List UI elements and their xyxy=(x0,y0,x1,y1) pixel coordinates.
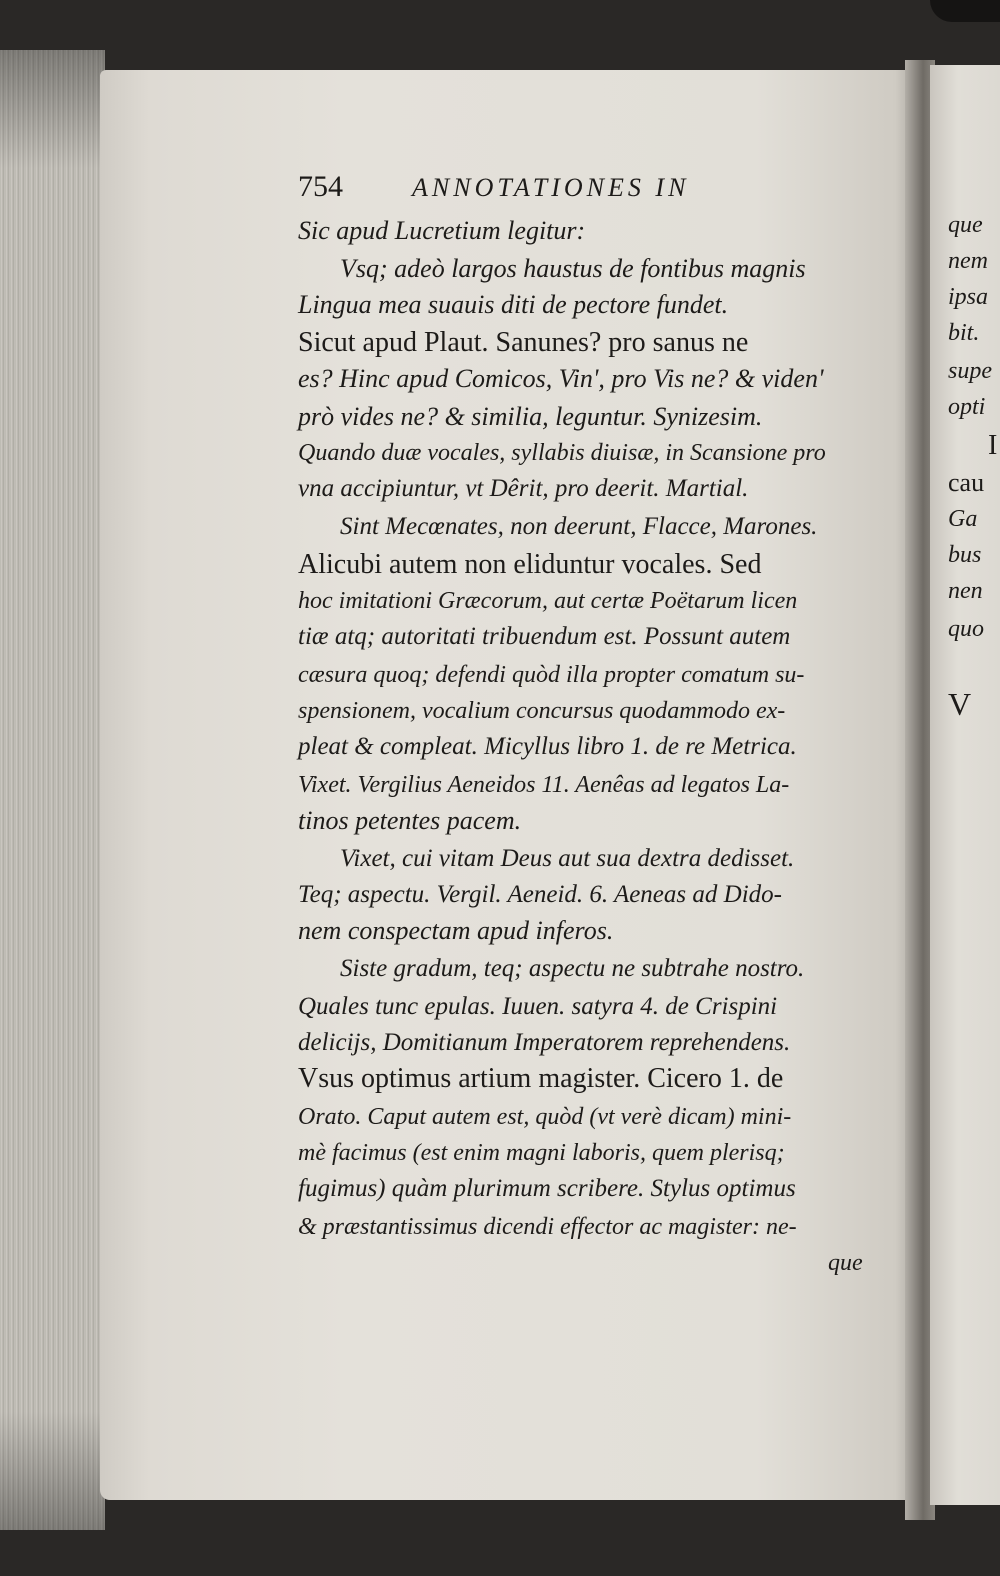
right-page xyxy=(930,65,1000,1505)
text-line: delicijs, Domitianum Imperatorem reprehendens. xyxy=(298,1029,791,1056)
text-line: Vsus optimus artium magister. Cicero 1. de xyxy=(298,1063,784,1094)
text-line: Quales tunc epulas. Iuuen. satyra 4. de Crispini xyxy=(298,993,778,1020)
fragment: Ga xyxy=(948,506,978,532)
text-line: nem conspectam apud inferos. xyxy=(298,916,614,945)
page-header xyxy=(298,170,689,205)
fragment: opti xyxy=(948,394,986,420)
page-edges xyxy=(0,50,105,1530)
text-line: & præstantissimus dicendi effector ac magister: ne- xyxy=(298,1214,797,1240)
fragment: nen xyxy=(948,578,983,604)
text-line: Vsq; adeò largos haustus de fontibus magnis xyxy=(340,254,806,283)
fragment: V xyxy=(948,686,972,722)
fragment: I xyxy=(988,430,998,461)
running-head: ANNOTATIONES IN xyxy=(412,173,690,202)
text-line: pleat & compleat. Micyllus libro 1. de re Metrica. xyxy=(298,733,797,760)
text-line: prò vides ne? & similia, leguntur. Synizesim. xyxy=(298,402,763,431)
text-line: Teq; aspectu. Vergil. Aeneid. 6. Aeneas ad Dido- xyxy=(298,881,782,908)
fragment: ipsa xyxy=(948,284,989,310)
text-line: cæsura quoq; defendi quòd illa propter comatum su- xyxy=(298,662,805,688)
text-line: Lingua mea suauis diti de pectore fundet. xyxy=(298,290,729,319)
text-line: Siste gradum, teq; aspectu ne subtrahe nostro. xyxy=(340,955,805,982)
text-line: Vixet. Vergilius Aeneidos 11. Aenêas ad legatos La- xyxy=(298,772,790,798)
text-line: es? Hinc apud Comicos, Vin', pro Vis ne? & viden' xyxy=(298,364,824,393)
text-line: Sic apud Lucretium legitur: xyxy=(298,216,586,245)
fragment: que xyxy=(948,212,983,238)
text-line: Orato. Caput autem est, quòd (vt verè dicam) mini- xyxy=(298,1104,792,1130)
text-line: mè facimus (est enim magni laboris, quem plerisq; xyxy=(298,1140,785,1166)
fragment: cau xyxy=(948,468,985,497)
text-line: tinos petentes pacem. xyxy=(298,806,522,835)
text-line: spensionem, vocalium concursus quodammodo ex- xyxy=(298,698,786,724)
text-line: Sicut apud Plaut. Sanunes? pro sanus ne xyxy=(298,327,749,358)
fragment: bus xyxy=(948,542,982,568)
text-line: hoc imitationi Græcorum, aut certæ Poëtarum licen xyxy=(298,588,798,614)
text-line: Sint Mecœnates, non deerunt, Flacce, Marones. xyxy=(340,513,818,540)
fragment: bit. xyxy=(948,320,980,346)
text-line: Vixet, cui vitam Deus aut sua dextra dedisset. xyxy=(340,845,795,872)
text-line: Quando duæ vocales, syllabis diuisæ, in Scansione pro xyxy=(298,440,826,466)
fragment: supe xyxy=(948,358,992,384)
background-corner xyxy=(930,0,1000,22)
text-line: vna accipiuntur, vt Dêrit, pro deerit. Martial. xyxy=(298,475,749,502)
text-line: tiæ atq; autoritati tribuendum est. Possunt autem xyxy=(298,623,791,650)
fragment: nem xyxy=(948,248,988,274)
text-line: Alicubi autem non eliduntur vocales. Sed xyxy=(298,549,762,580)
text-line: fugimus) quàm plurimum scribere. Stylus optimus xyxy=(298,1175,796,1202)
page-number: 754 xyxy=(298,170,343,203)
fragment: quo xyxy=(948,616,984,642)
catchword: que xyxy=(828,1250,863,1276)
